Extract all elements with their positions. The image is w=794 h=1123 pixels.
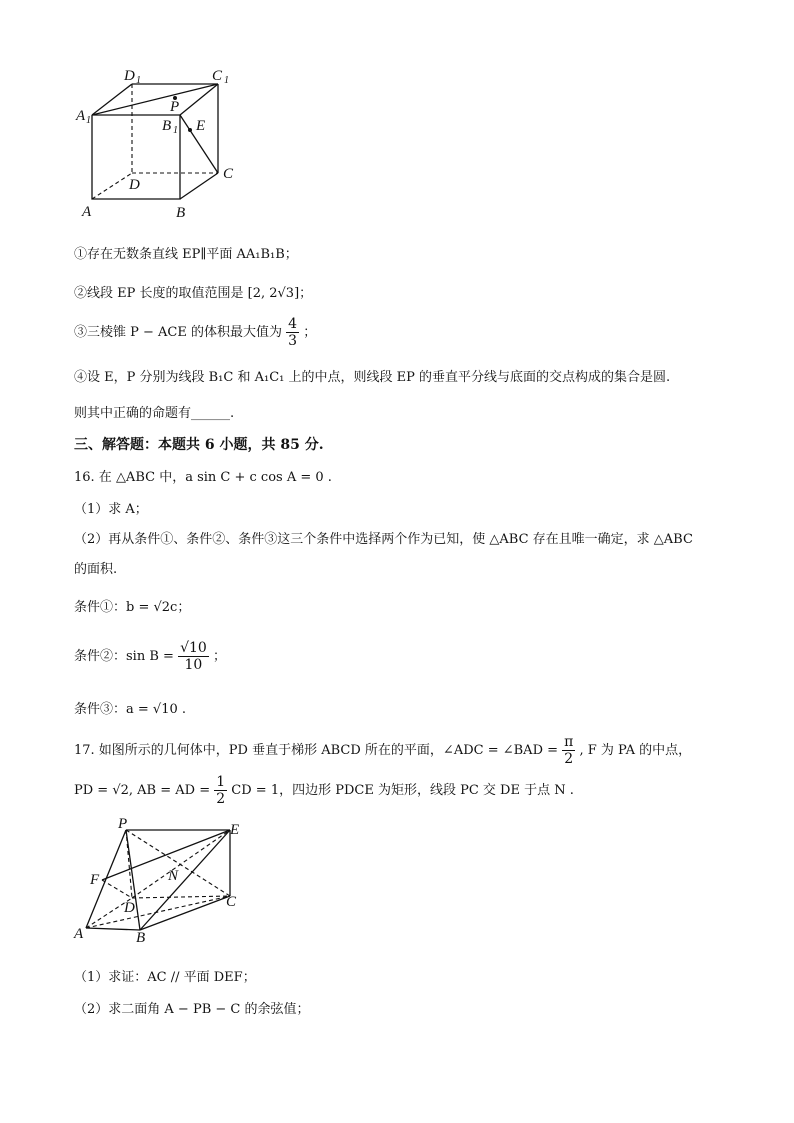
svg-text:1: 1 [136, 75, 141, 86]
label-A: A [82, 204, 92, 220]
label-F: F [90, 872, 100, 888]
statement-4: ④设 E，P 分别为线段 B₁C 和 A₁C₁ 上的中点，则线段 EP 的垂直平分线与底面的交点构成的集合是圆. [74, 370, 671, 385]
label-P: P [118, 816, 128, 832]
q17-line2: PD = √2, AB = AD = $\frac{1}{2}$ CD = 1，四边形 PDCE 为矩形，线段 PC 交 DE 于点 N . [74, 774, 574, 807]
fraction-1-2: $\frac{1}{2}$ [216, 774, 226, 807]
conclusion: 则其中正确的命题有______. [74, 406, 235, 421]
q16-condition-3: 条件③：a = √10 . [74, 702, 186, 717]
q17-line1: 17. 如图所示的几何体中，PD 垂直于梯形 ABCD 所在的平面，∠ADC = ∠BAD = $\frac{\pi}{2}$ , F 为 PA 的中点， [74, 734, 692, 767]
label-C: C [223, 166, 234, 182]
label-A: A [74, 926, 84, 942]
fraction-sqrt10-10: $\frac{√10}{10}$ [180, 640, 207, 673]
q16-condition-1: 条件①：b = √2c； [74, 600, 191, 615]
q16-part1: （1）求 A； [74, 502, 148, 517]
q16-condition-2: 条件②：sin B = $\frac{√10}{10}$ ； [74, 640, 226, 673]
statement-3: ③三棱锥 P − ACE 的体积最大值为 $\frac{4}{3}$ ； [74, 316, 317, 349]
fraction-pi-2: $\frac{\pi}{2}$ [564, 734, 574, 767]
label-E: E [196, 118, 206, 134]
q17-part1: （1）求证：AC // 平面 DEF； [74, 970, 256, 985]
q16-part2-line2: 的面积. [74, 562, 118, 577]
label-B1: B [162, 118, 172, 134]
cube-figure [72, 66, 252, 226]
label-B: B [176, 205, 186, 221]
label-P: P [170, 99, 180, 115]
label-C1: C [212, 68, 223, 84]
svg-text:1: 1 [173, 125, 178, 136]
statement-1: ①存在无数条直线 EP∥平面 AA₁B₁B； [74, 247, 298, 262]
label-A1: A [76, 108, 86, 124]
svg-text:1: 1 [86, 115, 91, 126]
section-title: 三、解答题：本题共 6 小题，共 85 分. [74, 437, 324, 453]
q16-stem: 16. 在 △ABC 中，a sin C + c cos A = 0 . [74, 470, 332, 485]
label-C: C [226, 894, 237, 910]
label-D1: D [124, 68, 135, 84]
label-N: N [168, 868, 179, 884]
q17-part2: （2）求二面角 A − PB − C 的余弦值； [74, 1002, 310, 1017]
fraction-4-3: $\frac{4}{3}$ [288, 316, 298, 349]
svg-text:1: 1 [224, 75, 229, 86]
label-B: B [136, 930, 146, 946]
solid-figure [72, 816, 252, 948]
label-D: D [129, 177, 140, 193]
q16-part2-line1: （2）再从条件①、条件②、条件③这三个条件中选择两个作为已知，使 △ABC 存在且唯一确定，求 △ABC [74, 532, 693, 547]
label-D: D [124, 900, 135, 916]
statement-2: ②线段 EP 长度的取值范围是 [2, 2√3]； [74, 286, 313, 301]
label-E: E [230, 822, 240, 838]
